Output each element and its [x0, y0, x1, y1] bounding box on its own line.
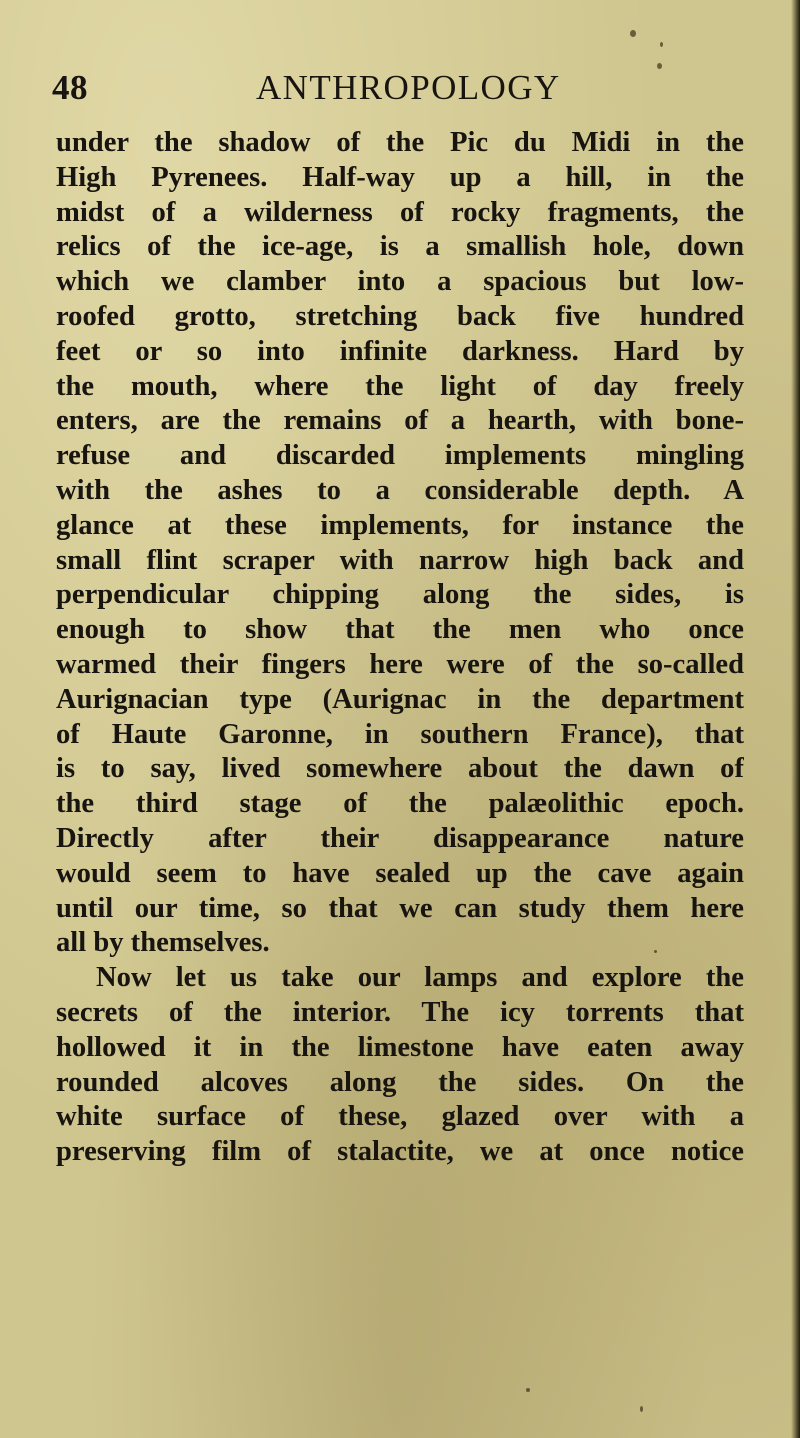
text-line: small flint scraper with narrow high back and — [56, 544, 744, 576]
text-line: is to say, lived somewhere about the dawn of — [56, 753, 744, 785]
text-line: the mouth, where the light of day freely — [56, 370, 744, 402]
text-line: perpendicular chipping along the sides, is — [56, 579, 744, 611]
text-line: the third stage of the palæolithic epoch. — [56, 788, 744, 820]
paper-speck — [660, 42, 663, 47]
paragraph-last-line: all by themselves. — [56, 927, 270, 959]
text-line: would seem to have sealed up the cave again — [56, 857, 744, 889]
text-line: refuse and discarded implements mingling — [56, 440, 744, 472]
text-line: Directly after their disappearance nature — [56, 822, 744, 854]
paper-speck — [526, 1388, 530, 1392]
paper-speck — [657, 63, 662, 69]
text-line: under the shadow of the Pic du Midi in the — [56, 127, 744, 158]
body-text — [56, 126, 744, 1170]
text-line: white surface of these, glazed over with a — [56, 1101, 744, 1133]
text-line: midst of a wilderness of rocky fragments, the — [56, 196, 744, 228]
page-edge-shadow — [791, 0, 800, 1438]
text-line: of Haute Garonne, in southern France), that — [56, 718, 744, 750]
text-line: feet or so into infinite darkness. Hard by — [56, 335, 744, 367]
text-line: glance at these implements, for instance the — [56, 509, 744, 541]
text-line: until our time, so that we can study them here — [56, 892, 744, 924]
text-line: secrets of the interior. The icy torrents that — [56, 996, 744, 1028]
text-line: enough to show that the men who once — [56, 614, 744, 646]
paper-speck — [654, 950, 657, 953]
paper-speck — [630, 30, 636, 37]
text-line: enters, are the remains of a hearth, with bone- — [56, 405, 744, 437]
text-line: warmed their fingers here were of the so-called — [56, 648, 744, 680]
text-line: preserving film of stalactite, we at once notice — [56, 1136, 744, 1168]
text-line: hollowed it in the limestone have eaten away — [56, 1031, 744, 1063]
text-line: roofed grotto, stretching back five hundred — [56, 300, 744, 332]
text-line: rounded alcoves along the sides. On the — [56, 1066, 744, 1098]
paper-speck — [640, 1406, 643, 1412]
paragraph-first-line: Now let us take our lamps and explore the — [96, 962, 744, 994]
text-line: which we clamber into a spacious but low- — [56, 266, 744, 298]
page-header — [52, 66, 752, 110]
text-line: Aurignacian type (Aurignac in the department — [56, 683, 744, 715]
text-line: with the ashes to a considerable depth. A — [56, 474, 744, 506]
running-title: ANTHROPOLOGY — [256, 68, 561, 107]
text-line: relics of the ice-age, is a smallish hole, down — [56, 231, 744, 263]
page-number: 48 — [52, 68, 88, 107]
text-line: High Pyrenees. Half-way up a hill, in the — [56, 161, 744, 193]
